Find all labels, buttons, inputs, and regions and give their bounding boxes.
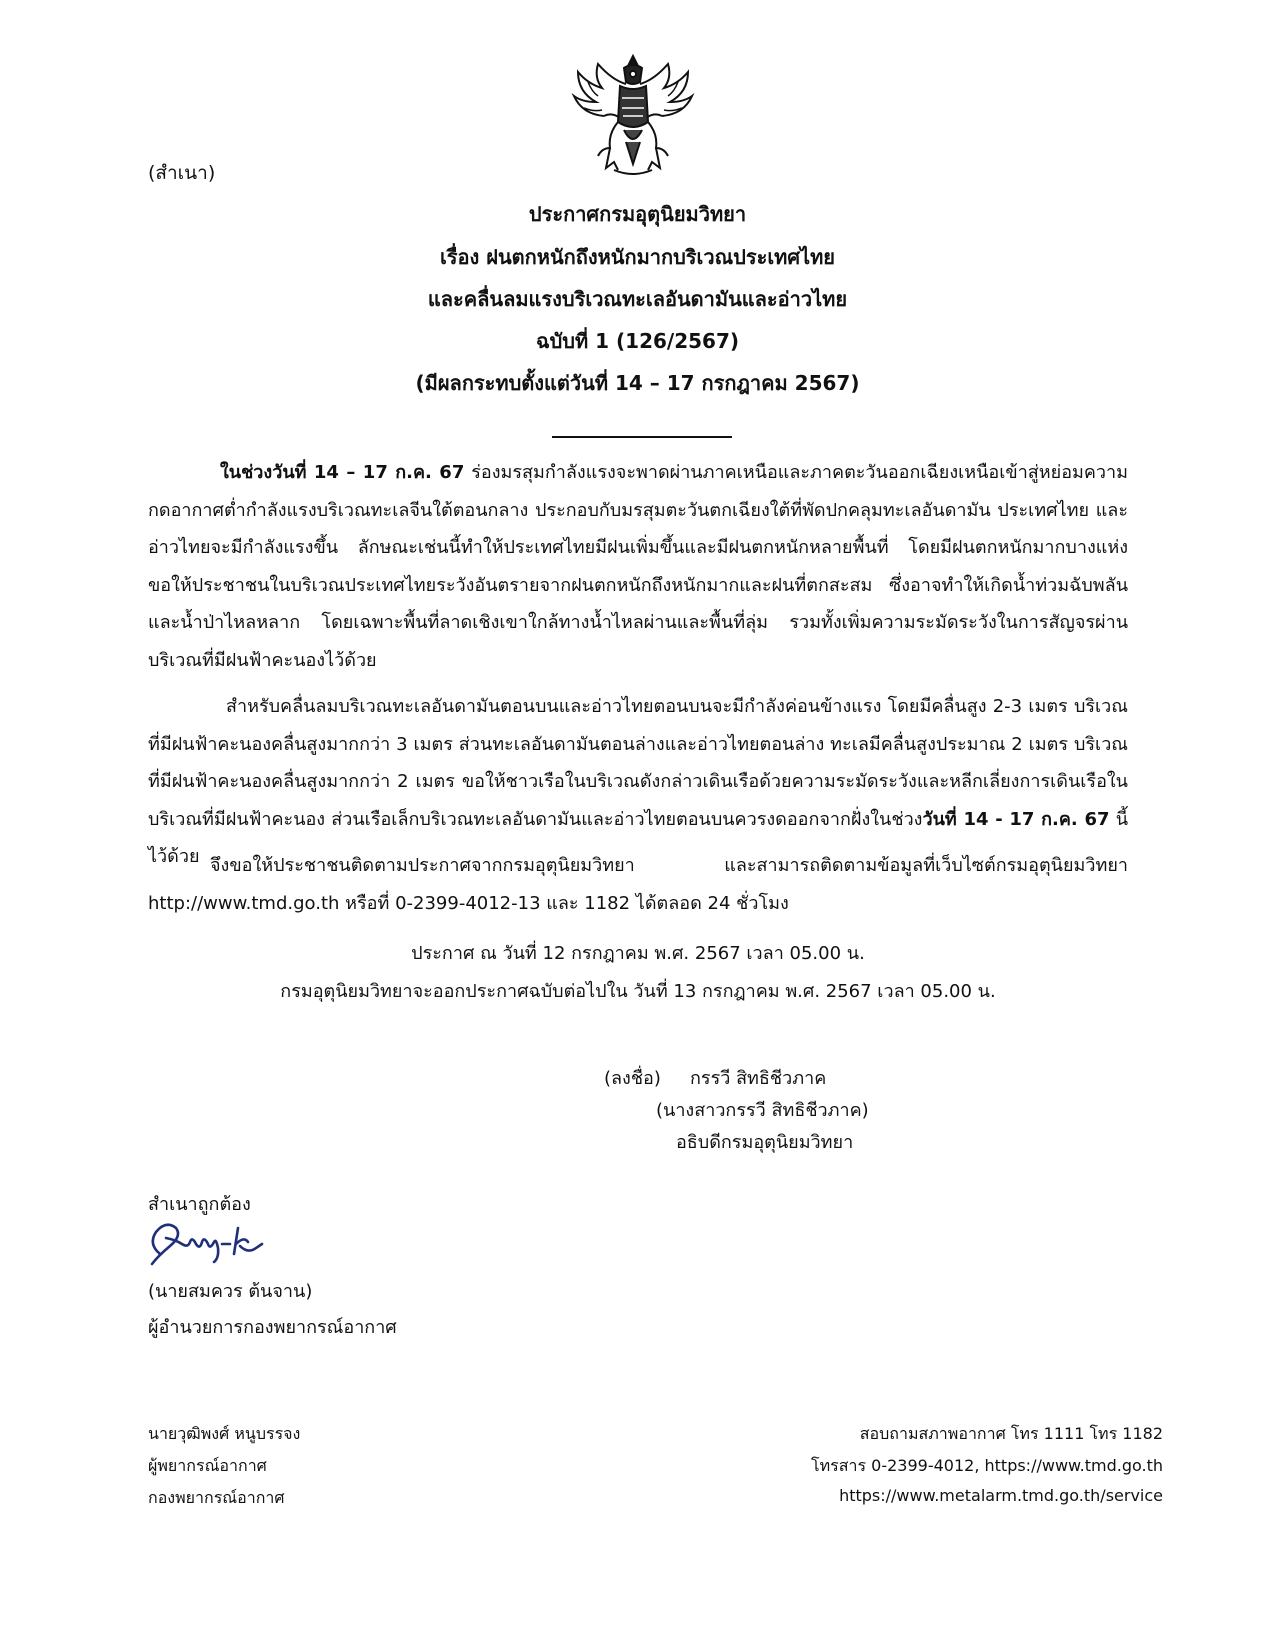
signature-label: (ลงชื่อ) [604,1068,661,1089]
certified-title: ผู้อำนวยการกองพยากรณ์อากาศ [148,1317,397,1338]
contact-phone: สอบถามสภาพอากาศ โทร 1111 โทร 1182 [859,1424,1163,1443]
heading-line-2: เรื่อง ฝนตกหนักถึงหนักมากบริเวณประเทศไทย [439,245,836,269]
heading-line-1: ประกาศกรมอุตุนิยมวิทยา [528,202,747,226]
contact-fax-website: โทรสาร 0-2399-4012, https://www.tmd.go.th [811,1456,1163,1475]
forecaster-title: ผู้พยากรณ์อากาศ [148,1456,267,1475]
heading-line-3: และคลื่นลมแรงบริเวณทะเลอันดามันและอ่าวไทย [427,287,848,311]
forecast-period: ในช่วงวันที่ 14 – 17 ก.ค. 67 [220,462,465,483]
copy-mark: (สำเนา) [148,162,216,184]
heading-line-5: (มีผลกระทบตั้งแต่วันที่ 14 – 17 กรกฎาคม 2567) [415,371,860,395]
heading-line-4: ฉบับที่ 1 (126/2567) [535,329,740,353]
contact-service-link[interactable]: https://www.metalarm.tmd.go.th/service [839,1486,1163,1505]
forecaster-name: นายวุฒิพงศ์ หนูบรรจง [148,1424,301,1443]
next-announcement: กรมอุตุนิยมวิทยาจะออกประกาศฉบับต่อไปใน วันที่ 13 กรกฎาคม พ.ศ. 2567 เวลา 05.00 น. [280,981,996,1002]
waves-body: สำหรับคลื่นลมบริเวณทะเลอันดามันตอนบนและอ่าวไทยตอนบนจะมีกำลังค่อนข้างแรง โดยมีคลื่นสูง 2-3 เมตร บริเวณที่มีฝนฟ้าคะนองคลื่นสูงมากกว่า 3 เมตร ส่วนทะเลอันดามันตอนล่างและอ่าวไทยตอนล่าง ทะเลมีคลื่นสูงประมาณ 2 เมตร บริเวณที่มีฝนฟ้าคะนองคลื่นสูงมากกว่า 2 เมตร ขอให้ชาวเรือในบริเวณดังกล่าวเดินเรือด้วยความระมัดระวังและหลีกเลี่ยงการเดินเรือในบริเวณที่มีฝนฟ้าคะนอง ส่วนเรือเล็กบริเวณทะเลอันดามันและอ่าวไทยตอนบนควรงดออกจากฝั่งในช่วง [148,696,1128,830]
forecaster-division: กองพยากรณ์อากาศ [148,1488,285,1507]
waves-tail: นี้ไว้ด้วย [148,808,1128,867]
paragraph-forecast [148,454,1128,679]
certified-name: (นายสมควร ต้นจาน) [148,1281,313,1302]
certified-label: สำเนาถูกต้อง [148,1194,251,1215]
announce-date: ประกาศ ณ วันที่ 12 กรกฎาคม พ.ศ. 2567 เวลา 05.00 น. [411,943,865,964]
garuda-emblem-icon [568,52,698,178]
signature-title: อธิบดีกรมอุตุนิยมวิทยา [676,1132,854,1153]
signature-full-name: (นางสาวกรรวี สิทธิชีวภาค) [656,1100,869,1121]
handwritten-signature [146,1214,266,1270]
heading-divider [552,436,732,438]
follow-up-body: จึงขอให้ประชาชนติดตามประกาศจากกรมอุตุนิยมวิทยา และสามารถติดตามข้อมูลที่เว็บไซต์กรมอุตุนิยมวิทยา http://www.tmd.go.th หรือที่ 0-2399-4012-13 และ 1182 ได้ตลอด 24 ชั่วโมง [148,855,1128,914]
paragraph-follow-up [148,847,1128,922]
forecast-body: ร่องมรสุมกำลังแรงจะพาดผ่านภาคเหนือและภาคตะวันออกเฉียงเหนือเข้าสู่หย่อมความกดอากาศต่ำกำลังแรงบริเวณทะเลจีนใต้ตอนกลาง ประกอบกับมรสุมตะวันตกเฉียงใต้ที่พัดปกคลุมทะเลอันดามัน ประเทศไทย และอ่าวไทยจะมีกำลังแรงขึ้น ลักษณะเช่นนี้ทำให้ประเทศไทยมีฝนเพิ่มขึ้นและมีฝนตกหนักหลายพื้นที่ โดยมีฝนตกหนักมากบางแห่ง ขอให้ประชาชนในบริเวณประเทศไทยระวังอันตรายจากฝนตกหนักถึงหนักมากและฝนที่ตกสะสม ซึ่งอาจทำให้เกิดน้ำท่วมฉับพลันและน้ำป่าไหลหลาก โดยเฉพาะพื้นที่ลาดเชิงเขาใกล้ทางน้ำไหลผ่านและพื้นที่ลุ่ม รวมทั้งเพิ่มความระมัดระวังในการสัญจรผ่านบริเวณที่มีฝนฟ้าคะนองไว้ด้วย [148,462,1128,671]
waves-period: วันที่ 14 - 17 ก.ค. 67 [922,808,1110,830]
signature-name: กรรวี สิทธิชีวภาค [690,1068,827,1089]
